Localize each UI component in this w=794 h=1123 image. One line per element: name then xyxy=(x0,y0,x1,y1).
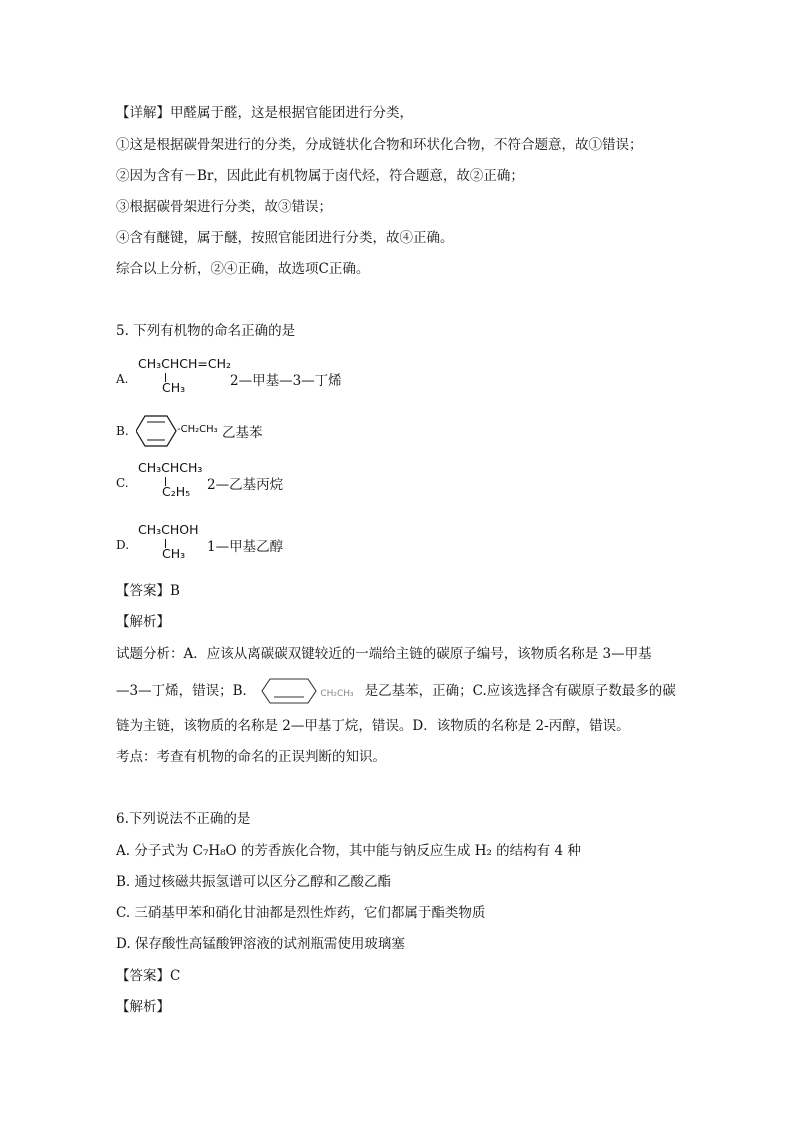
detail-item-3: ③根据碳骨架进行分类，故③错误； xyxy=(116,199,332,215)
q5-d-branch: CH₃ xyxy=(162,546,186,561)
q5-option-a-letter: A. xyxy=(116,372,129,386)
q5-inline-substituent: CH₂CH₃ xyxy=(320,688,354,699)
q5-inline-structure xyxy=(260,683,360,701)
q5-test-point: 考点：考查有机物的命名的正误判断的知识。 xyxy=(116,749,386,765)
detail-item-2: ②因为含有－Br，因此此有机物属于卤代烃，符合题意，故②正确； xyxy=(116,168,524,184)
q5-analysis-line-2 xyxy=(116,682,676,701)
q5-analysis-line-1: 试题分析：A．应该从离碳碳双键较近的一端给主链的碳原子编号，该物质名称是 3—甲基 xyxy=(116,646,652,662)
detail-item-4: ④含有醚键，属于醚，按照官能团进行分类，故④正确。 xyxy=(116,230,454,246)
q5-analysis-label: 【解析】 xyxy=(116,614,170,630)
q6-option-a: A. 分子式为 C₇H₈O 的芳香族化合物，其中能与钠反应生成 H₂ 的结构有 4 种 xyxy=(116,843,581,859)
detail-intro: 【详解】甲醛属于醛，这是根据官能团进行分类， xyxy=(116,105,413,121)
q5-a-branch: CH₃ xyxy=(162,380,186,395)
q5-d-main-chain: CH₃CHOH xyxy=(138,522,199,537)
detail-item-1: ①这是根据碳骨架进行的分类，分成链状化合物和环状化合物，不符合题意，故①错误； xyxy=(116,137,643,153)
q5-analysis-2b: 是乙基苯，正确；C.应该选择含有碳原子数最多的碳 xyxy=(364,683,676,699)
q5-stem: 5. 下列有机物的命名正确的是 xyxy=(116,323,296,339)
detail-summary: 综合以上分析，②④正确，故选项C正确。 xyxy=(116,261,370,277)
q6-option-c: C. 三硝基甲苯和硝化甘油都是烈性炸药，它们都属于酯类物质 xyxy=(116,905,486,921)
benzene-ring-icon xyxy=(136,414,178,448)
q5-analysis-line-3: 链为主链，该物质的名称是 2—甲基丁烷，错误。D．该物质的名称是 2-丙醇，错误。 xyxy=(116,718,630,734)
q6-analysis-label: 【解析】 xyxy=(116,999,170,1015)
q5-c-main-chain: CH₃CHCH₃ xyxy=(138,460,203,475)
q5-option-c-letter: C. xyxy=(116,476,129,490)
q5-option-c-name: 2—乙基丙烷 xyxy=(207,477,284,493)
q6-option-b: B. 通过核磁共振氢谱可以区分乙醇和乙酸乙酯 xyxy=(116,874,392,890)
q5-c-branch: C₂H₅ xyxy=(162,484,191,499)
q5-a-main-chain: CH₃CHCH=CH₂ xyxy=(138,356,232,371)
inline-benzene-ring-icon xyxy=(260,677,318,705)
q6-stem: 6.下列说法不正确的是 xyxy=(116,811,251,827)
q5-b-substituent: -CH₂CH₃ xyxy=(177,424,218,435)
q5-option-d-name: 1—甲基乙醇 xyxy=(207,539,284,555)
q5-analysis-2a: —3—丁烯，错误；B． xyxy=(116,683,257,699)
q5-option-a-name: 2—甲基—3—丁烯 xyxy=(230,373,342,389)
q5-answer: 【答案】B xyxy=(116,583,180,599)
q5-option-b-name: 乙基苯 xyxy=(222,425,263,441)
q5-option-b-letter: B. xyxy=(116,424,129,438)
q6-option-d: D. 保存酸性高锰酸钾溶液的试剂瓶需使用玻璃塞 xyxy=(116,936,405,952)
q5-option-d-letter: D. xyxy=(116,538,130,552)
q6-answer: 【答案】C xyxy=(116,968,181,984)
